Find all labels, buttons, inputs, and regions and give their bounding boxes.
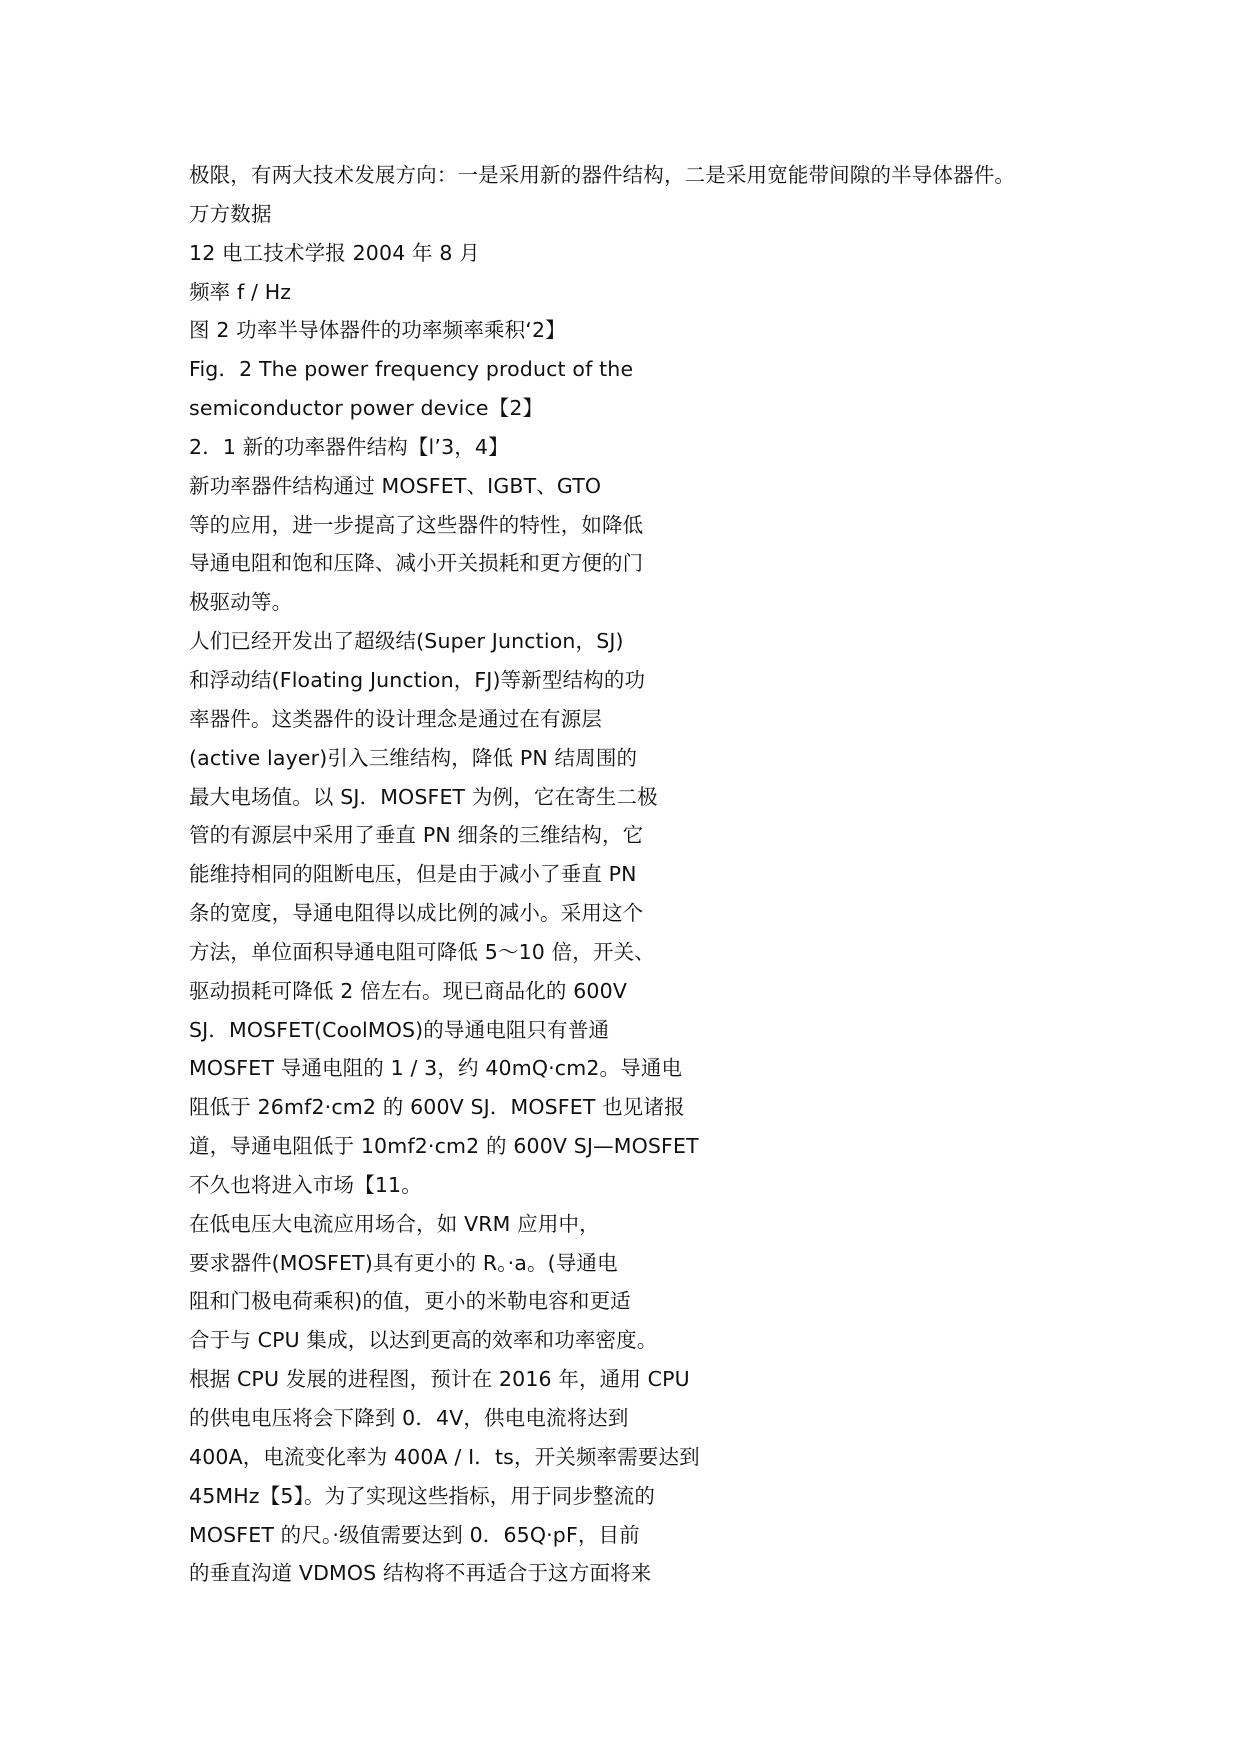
paragraph-line: 人们已经开发出了超级结(Super Junction，SJ)	[189, 629, 624, 654]
paragraph-line: (active layer)引入三维结构，降低 PN 结周围的	[189, 745, 638, 770]
page-header-line: 12 电工技术学报 2004 年 8 月	[189, 240, 480, 265]
paragraph-line: 最大电场值。以 SJ．MOSFET 为例，它在寄生二极	[189, 784, 658, 809]
paragraph-line: 导通电阻和饱和压降、减小开关损耗和更方便的门	[189, 551, 644, 576]
paragraph-line: 能维持相同的阻断电压，但是由于减小了垂直 PN	[189, 862, 637, 887]
paragraph-line: 在低电压大电流应用场合，如 VRM 应用中，	[189, 1211, 600, 1236]
paragraph-line: 道，导通电阻低于 10mf2·cm2 的 600V SJ—MOSFET	[189, 1134, 699, 1159]
figure-caption-english: Fig．2 The power frequency product of the	[189, 357, 634, 382]
paragraph-line: 等的应用，进一步提高了这些器件的特性，如降低	[189, 512, 644, 537]
paragraph-line: SJ．MOSFET(CoolMOS)的导通电阻只有普通	[189, 1017, 610, 1042]
paragraph-line: 的供电电压将会下降到 0．4V，供电电流将达到	[189, 1406, 629, 1430]
paragraph-line: 不久也将进入市场【11。	[189, 1172, 422, 1197]
section-heading: 2．1 新的功率器件结构【l’3，4】	[189, 434, 509, 459]
paragraph-line: 驱动损耗可降低 2 倍左右。现已商品化的 600V	[189, 978, 627, 1003]
paragraph-line: 根据 CPU 发展的进程图，预计在 2016 年，通用 CPU	[189, 1367, 690, 1392]
paragraph-line: 45MHz【5】。为了实现这些指标，用于同步整流的	[189, 1483, 655, 1508]
body-text	[189, 156, 1089, 1593]
paragraph-line: 方法，单位面积导通电阻可降低 5～10 倍，开关、	[189, 939, 655, 964]
paragraph-line: 400A，电流变化率为 400A / I．ts，开关频率需要达到	[189, 1444, 700, 1469]
figure-caption-chinese: 图 2 功率半导体器件的功率频率乘积‘2】	[189, 318, 566, 343]
paragraph-line: MOSFET 的尺。·级值需要达到 0．65Q·pF，目前	[189, 1522, 640, 1547]
paragraph-line: 率器件。这类器件的设计理念是通过在有源层	[189, 706, 602, 731]
paragraph-line: 阻低于 26mf2·cm2 的 600V SJ．MOSFET 也见诸报	[189, 1095, 685, 1120]
paragraph-line: 新功率器件结构通过 MOSFET、IGBT、GTO	[189, 473, 602, 498]
paragraph-line: 要求器件(MOSFET)具有更小的 R。·a。(导通电	[189, 1250, 618, 1275]
text-line-1: 极限，有两大技术发展方向：一是采用新的器件结构，二是采用宽能带间隙的半导体器件。	[189, 163, 1015, 187]
paragraph-line: 的垂直沟道 VDMOS 结构将不再适合于这方面将来	[189, 1561, 652, 1586]
figure-axis-label: 频率 f / Hz	[189, 279, 292, 304]
paragraph-line: MOSFET 导通电阻的 1 / 3，约 40mQ·cm2。导通电	[189, 1056, 683, 1081]
paragraph-line: 极驱动等。	[189, 590, 293, 615]
paragraph-line: 合于与 CPU 集成，以达到更高的效率和功率密度。	[189, 1328, 658, 1353]
paragraph-line: 条的宽度，导通电阻得以成比例的减小。采用这个	[189, 901, 644, 926]
source-watermark-line: 万方数据	[189, 201, 272, 226]
paragraph-line: 管的有源层中采用了垂直 PN 细条的三维结构，它	[189, 823, 644, 848]
figure-caption-english-continued: semiconductor power device【2】	[189, 396, 544, 421]
paragraph-line: 和浮动结(Floating Junction，FJ)等新型结构的功	[189, 667, 646, 692]
paragraph-line: 阻和门极电荷乘积)的值，更小的米勒电容和更适	[189, 1289, 631, 1314]
